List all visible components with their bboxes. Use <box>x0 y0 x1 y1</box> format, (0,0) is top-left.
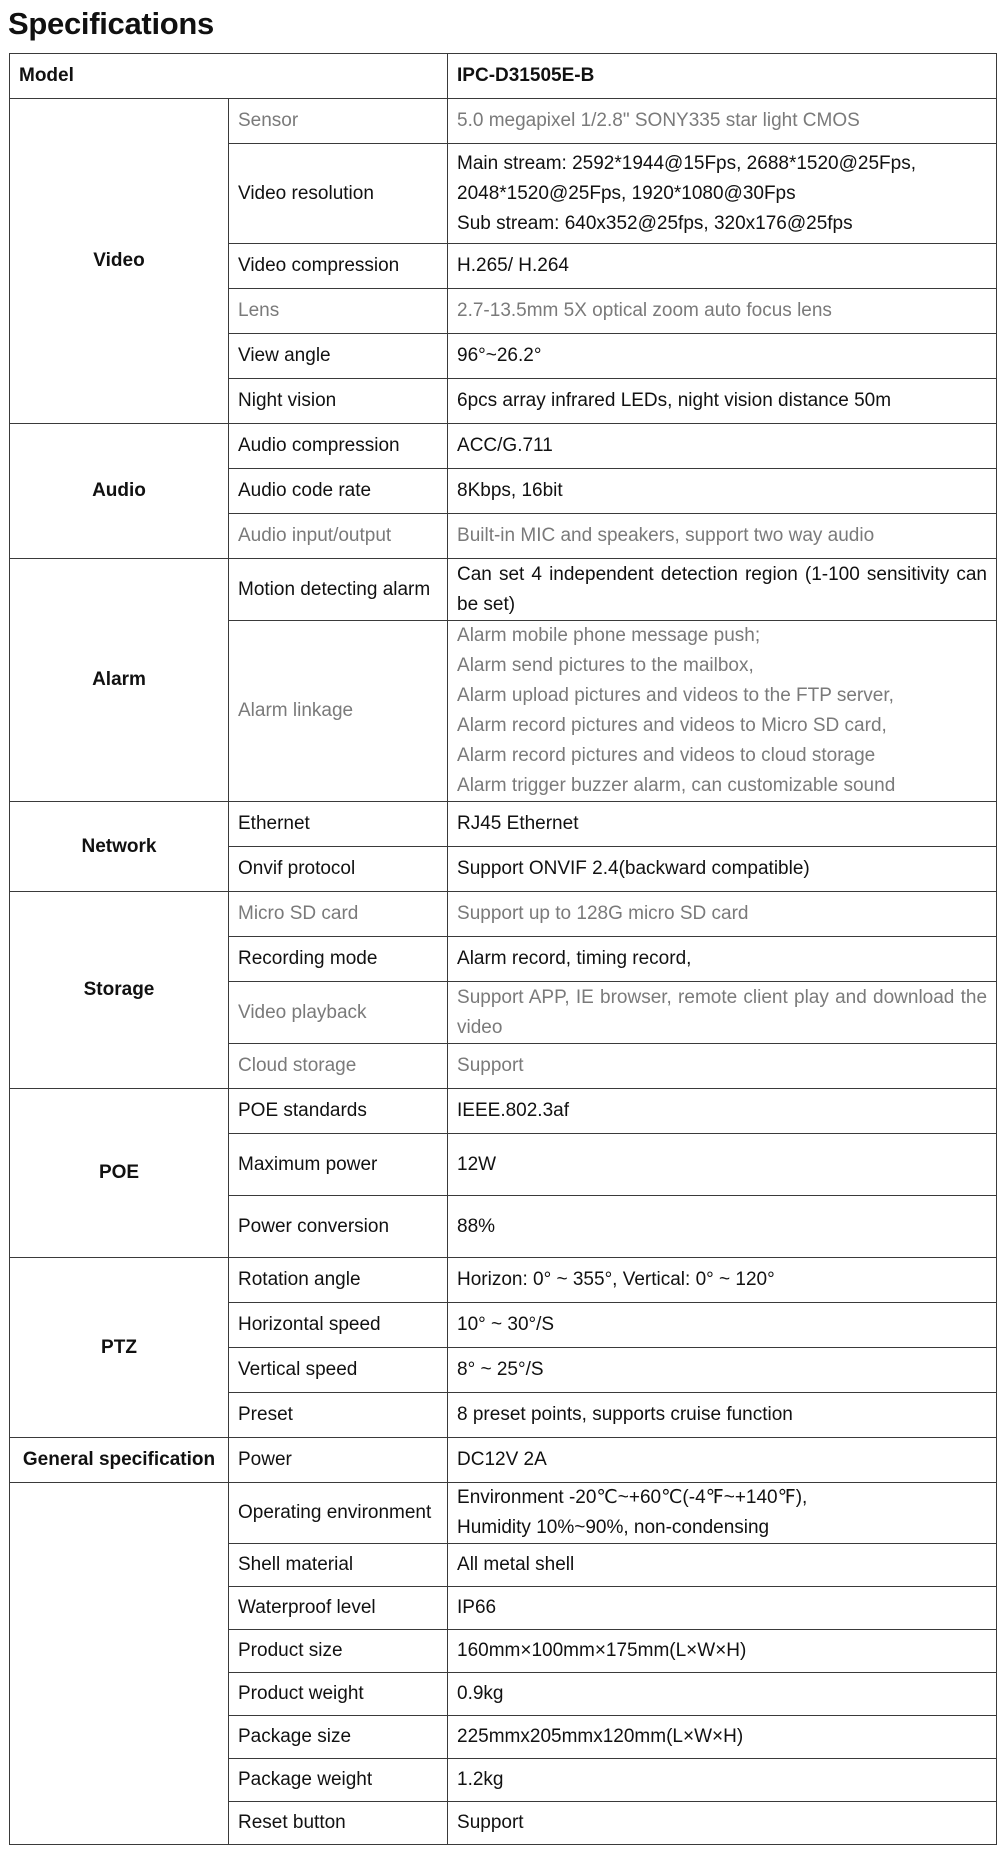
param-name: Shell material <box>229 1544 448 1587</box>
param-name: Operating environment <box>229 1483 448 1544</box>
value-line: 8Kbps, 16bit <box>457 480 563 501</box>
param-value <box>448 244 997 289</box>
value-line: 12W <box>457 1153 497 1175</box>
param-name: Audio compression <box>229 424 448 469</box>
spec-row <box>10 99 997 144</box>
value-line: Alarm send pictures to the mailbox, <box>457 655 754 676</box>
category-alarm: Alarm <box>10 559 229 802</box>
value-line: ACC/G.711 <box>457 435 553 456</box>
category-storage: Storage <box>10 892 229 1089</box>
param-name: Onvif protocol <box>229 847 448 892</box>
param-name: Video playback <box>229 982 448 1044</box>
spec-row <box>10 892 997 937</box>
value-line: 225mmx205mmx120mm(L×W×H) <box>457 1726 744 1747</box>
param-value <box>448 1483 997 1544</box>
value-line: All metal shell <box>457 1554 575 1575</box>
param-value <box>448 424 997 469</box>
value-line: Alarm record pictures and videos to cloud storage <box>457 745 876 766</box>
param-name: Night vision <box>229 379 448 424</box>
param-name: View angle <box>229 334 448 379</box>
value-line: IP66 <box>457 1597 497 1618</box>
value-line: Can set 4 independent detection region (1-100 sensitivity can be set) <box>457 563 988 615</box>
param-value <box>448 1802 997 1845</box>
param-value <box>448 982 997 1044</box>
value-line: 2048*1520@25Fps, 1920*1080@30Fps <box>457 182 796 204</box>
model-value: IPC-D31505E-B <box>448 54 997 99</box>
page-title: Specifications <box>8 6 214 41</box>
spec-row <box>10 1089 997 1134</box>
param-value <box>448 334 997 379</box>
param-value <box>448 1544 997 1587</box>
value-line: Environment -20℃~+60℃(-4℉~+140℉), <box>457 1487 808 1508</box>
value-line: 10° ~ 30°/S <box>457 1314 555 1335</box>
value-line: Alarm record, timing record, <box>457 948 692 969</box>
spec-row <box>10 1483 997 1544</box>
value-line: H.265/ H.264 <box>457 255 569 276</box>
specifications-table <box>9 53 997 1845</box>
param-value <box>448 1438 997 1483</box>
param-value <box>448 144 997 244</box>
value-line: Horizon: 0° ~ 355°, Vertical: 0° ~ 120° <box>457 1269 775 1290</box>
param-value <box>448 1716 997 1759</box>
param-value <box>448 1258 997 1303</box>
value-line: Sub stream: 640x352@25fps, 320x176@25fps <box>457 212 853 234</box>
param-name: Vertical speed <box>229 1348 448 1393</box>
model-row <box>10 54 997 99</box>
value-line: 6pcs array infrared LEDs, night vision distance 50m <box>457 390 892 411</box>
param-name: Power conversion <box>229 1196 448 1258</box>
param-value <box>448 937 997 982</box>
value-line: Support up to 128G micro SD card <box>457 903 749 924</box>
category-ptz: PTZ <box>10 1258 229 1438</box>
param-value <box>448 892 997 937</box>
param-name: POE standards <box>229 1089 448 1134</box>
value-line: IEEE.802.3af <box>457 1100 569 1121</box>
value-line: 1.2kg <box>457 1769 504 1790</box>
param-name: Reset button <box>229 1802 448 1845</box>
param-value <box>448 379 997 424</box>
param-name: Rotation angle <box>229 1258 448 1303</box>
category-general-specification: General specification <box>10 1438 229 1483</box>
param-name: Recording mode <box>229 937 448 982</box>
value-line: DC12V 2A <box>457 1449 547 1470</box>
param-value <box>448 1044 997 1089</box>
param-value <box>448 1196 997 1258</box>
value-line: Alarm mobile phone message push; <box>457 625 761 646</box>
spec-row <box>10 424 997 469</box>
param-value <box>448 1673 997 1716</box>
category-network: Network <box>10 802 229 892</box>
value-line: 160mm×100mm×175mm(L×W×H) <box>457 1640 747 1661</box>
spec-row <box>10 1258 997 1303</box>
param-name: Audio code rate <box>229 469 448 514</box>
param-value <box>448 847 997 892</box>
param-value <box>448 99 997 144</box>
param-name: Micro SD card <box>229 892 448 937</box>
param-value <box>448 1630 997 1673</box>
value-line: Support APP, IE browser, remote client play and download the video <box>457 986 988 1038</box>
value-line: Built-in MIC and speakers, support two way audio <box>457 525 875 546</box>
param-value <box>448 1089 997 1134</box>
param-value <box>448 469 997 514</box>
category-general-details <box>10 1483 229 1845</box>
param-value <box>448 621 997 802</box>
param-value <box>448 802 997 847</box>
param-value <box>448 1759 997 1802</box>
param-value <box>448 289 997 334</box>
value-line: Support <box>457 1812 524 1833</box>
value-line: RJ45 Ethernet <box>457 813 579 834</box>
param-name: Power <box>229 1438 448 1483</box>
value-line: 5.0 megapixel 1/2.8" SONY335 star light CMOS <box>457 110 860 131</box>
param-name: Waterproof level <box>229 1587 448 1630</box>
category-video: Video <box>10 99 229 424</box>
value-line: Main stream: 2592*1944@15Fps, 2688*1520@25Fps, <box>457 152 916 174</box>
param-value <box>448 1303 997 1348</box>
param-value <box>448 1134 997 1196</box>
specifications-table-body <box>10 54 997 1845</box>
value-line: Alarm trigger buzzer alarm, can customizable sound <box>457 775 896 796</box>
param-value <box>448 1587 997 1630</box>
param-value <box>448 559 997 621</box>
param-name: Audio input/output <box>229 514 448 559</box>
model-label: Model <box>10 54 448 99</box>
param-name: Package size <box>229 1716 448 1759</box>
param-name: Video resolution <box>229 144 448 244</box>
param-name: Ethernet <box>229 802 448 847</box>
category-poe: POE <box>10 1089 229 1258</box>
param-name: Sensor <box>229 99 448 144</box>
param-name: Video compression <box>229 244 448 289</box>
value-line: 8° ~ 25°/S <box>457 1359 544 1380</box>
category-audio: Audio <box>10 424 229 559</box>
param-name: Preset <box>229 1393 448 1438</box>
param-name: Motion detecting alarm <box>229 559 448 621</box>
value-line: 96°~26.2° <box>457 345 542 366</box>
param-name: Alarm linkage <box>229 621 448 802</box>
param-name: Horizontal speed <box>229 1303 448 1348</box>
spec-row <box>10 802 997 847</box>
value-line: 0.9kg <box>457 1683 504 1704</box>
spec-row <box>10 1438 997 1483</box>
value-line: Alarm upload pictures and videos to the FTP server, <box>457 685 894 706</box>
value-line: 8 preset points, supports cruise function <box>457 1404 793 1425</box>
param-value <box>448 1348 997 1393</box>
param-value <box>448 1393 997 1438</box>
value-line: Humidity 10%~90%, non-condensing <box>457 1517 770 1538</box>
param-name: Maximum power <box>229 1134 448 1196</box>
param-name: Package weight <box>229 1759 448 1802</box>
value-line: Alarm record pictures and videos to Micro SD card, <box>457 715 887 736</box>
param-name: Product size <box>229 1630 448 1673</box>
value-line: Support ONVIF 2.4(backward compatible) <box>457 858 810 879</box>
param-name: Product weight <box>229 1673 448 1716</box>
spec-row <box>10 559 997 621</box>
value-line: 2.7-13.5mm 5X optical zoom auto focus lens <box>457 300 832 321</box>
param-value <box>448 514 997 559</box>
param-name: Lens <box>229 289 448 334</box>
value-line: 88% <box>457 1215 496 1237</box>
value-line: Support <box>457 1055 524 1076</box>
param-name: Cloud storage <box>229 1044 448 1089</box>
